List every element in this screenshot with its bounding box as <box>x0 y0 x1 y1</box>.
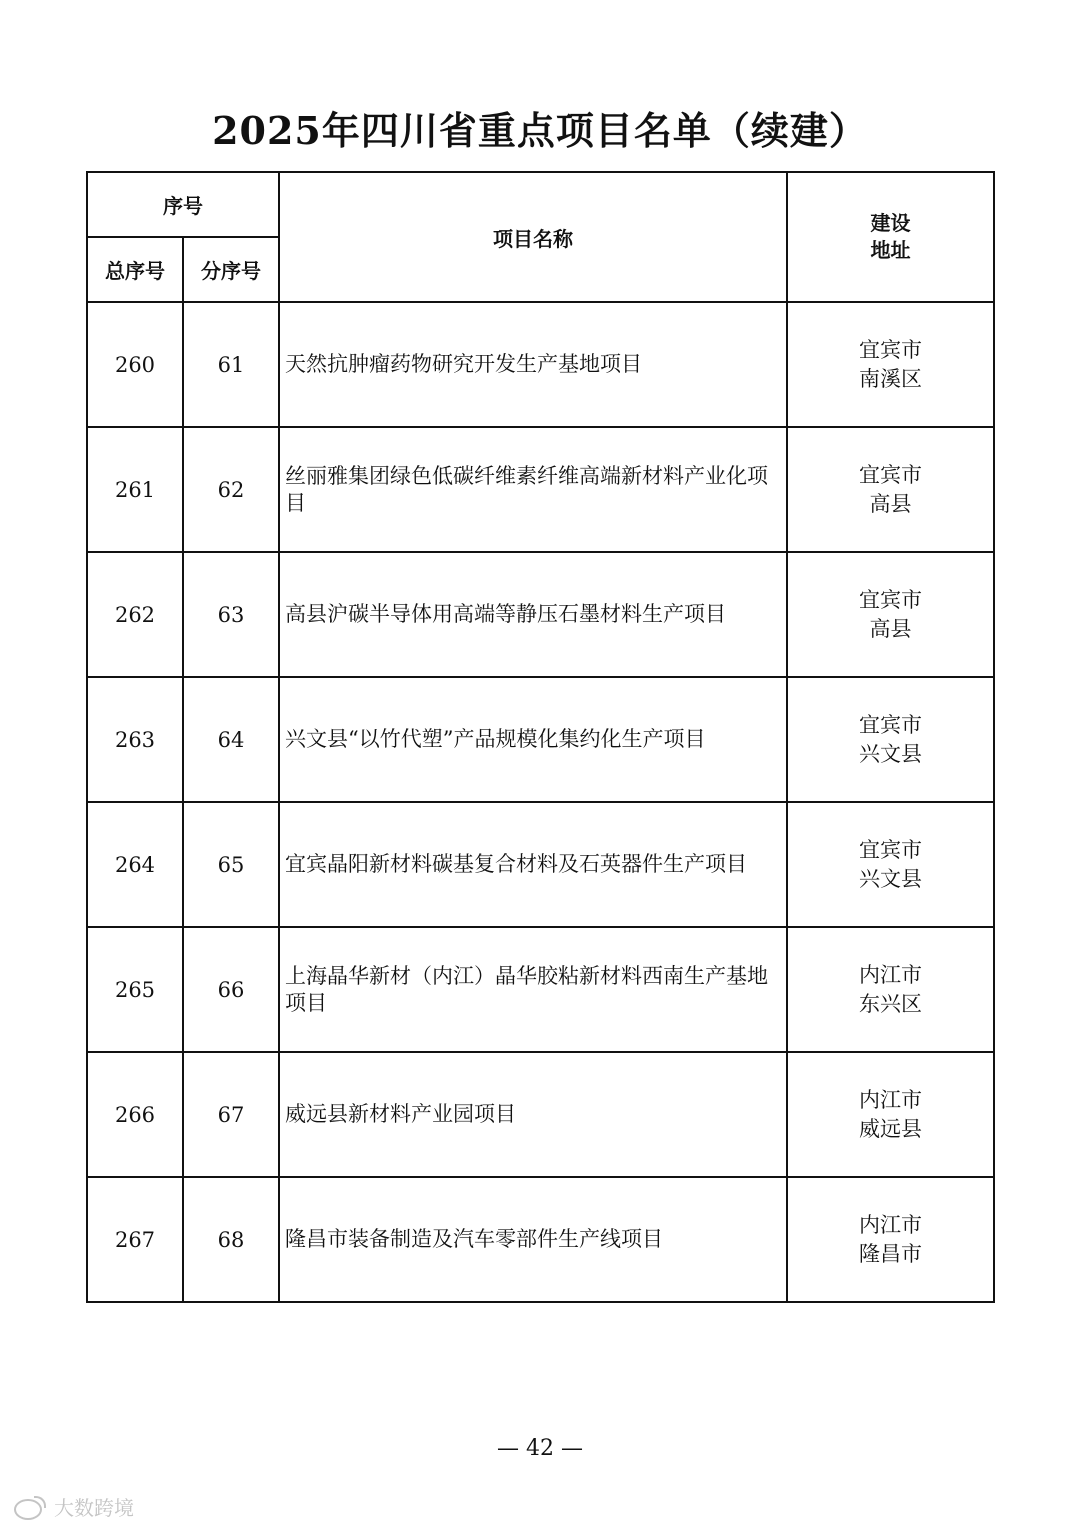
location-district: 南溪区 <box>859 366 922 391</box>
project-table <box>86 171 995 1303</box>
project-name-cell: 隆昌市装备制造及汽车零部件生产线项目 <box>279 1177 787 1302</box>
project-name-cell: 天然抗肿瘤药物研究开发生产基地项目 <box>279 302 787 427</box>
location-cell <box>787 1177 994 1302</box>
total-seq-cell: 263 <box>87 677 183 802</box>
table-row <box>87 927 994 1052</box>
table-row <box>87 802 994 927</box>
weibo-icon <box>12 1496 48 1518</box>
total-seq-cell: 267 <box>87 1177 183 1302</box>
header-sub-seq: 分序号 <box>183 237 279 302</box>
location-city: 内江市 <box>859 962 922 987</box>
location-district: 兴文县 <box>859 741 922 766</box>
header-seq-group: 序号 <box>87 172 279 237</box>
location-district: 高县 <box>869 616 912 641</box>
header-total-seq: 总序号 <box>87 237 183 302</box>
location-city: 宜宾市 <box>859 837 922 862</box>
location-cell <box>787 927 994 1052</box>
sub-seq-cell: 64 <box>183 677 279 802</box>
location-cell <box>787 1052 994 1177</box>
location-district: 威远县 <box>859 1116 922 1141</box>
total-seq-cell: 260 <box>87 302 183 427</box>
sub-seq-cell: 61 <box>183 302 279 427</box>
sub-seq-cell: 62 <box>183 427 279 552</box>
table-row <box>87 302 994 427</box>
total-seq-cell: 265 <box>87 927 183 1052</box>
total-seq-cell: 261 <box>87 427 183 552</box>
total-seq-cell: 262 <box>87 552 183 677</box>
total-seq-cell: 266 <box>87 1052 183 1177</box>
location-district: 兴文县 <box>859 866 922 891</box>
project-name-cell: 兴文县“以竹代塑”产品规模化集约化生产项目 <box>279 677 787 802</box>
project-name-cell: 威远县新材料产业园项目 <box>279 1052 787 1177</box>
location-city: 内江市 <box>859 1212 922 1237</box>
header-project-name: 项目名称 <box>279 172 787 302</box>
watermark-text: 大数跨境 <box>54 1496 134 1520</box>
location-district: 东兴区 <box>859 991 922 1016</box>
sub-seq-cell: 66 <box>183 927 279 1052</box>
sub-seq-cell: 67 <box>183 1052 279 1177</box>
header-location-line2: 地址 <box>870 238 911 262</box>
project-name-cell: 丝丽雅集团绿色低碳纤维素纤维高端新材料产业化项目 <box>279 427 787 552</box>
project-name-cell: 上海晶华新材（内江）晶华胶粘新材料西南生产基地项目 <box>279 927 787 1052</box>
location-city: 宜宾市 <box>859 462 922 487</box>
location-cell <box>787 552 994 677</box>
page-title: 2025年四川省重点项目名单（续建） <box>212 108 868 153</box>
table-row <box>87 677 994 802</box>
location-city: 内江市 <box>859 1087 922 1112</box>
location-cell <box>787 802 994 927</box>
watermark <box>12 1492 134 1521</box>
table-row <box>87 552 994 677</box>
total-seq-cell: 264 <box>87 802 183 927</box>
location-city: 宜宾市 <box>859 337 922 362</box>
location-district: 隆昌市 <box>859 1241 922 1266</box>
location-cell <box>787 677 994 802</box>
location-district: 高县 <box>869 491 912 516</box>
location-cell <box>787 427 994 552</box>
table-row <box>87 427 994 552</box>
page-number: — 42 — <box>497 1436 583 1461</box>
table-row <box>87 1177 994 1302</box>
sub-seq-cell: 65 <box>183 802 279 927</box>
location-cell <box>787 302 994 427</box>
sub-seq-cell: 63 <box>183 552 279 677</box>
project-name-cell: 高县沪碳半导体用高端等静压石墨材料生产项目 <box>279 552 787 677</box>
location-city: 宜宾市 <box>859 712 922 737</box>
project-name-cell: 宜宾晶阳新材料碳基复合材料及石英器件生产项目 <box>279 802 787 927</box>
location-city: 宜宾市 <box>859 587 922 612</box>
sub-seq-cell: 68 <box>183 1177 279 1302</box>
header-location-line1: 建设 <box>870 211 911 235</box>
header-location <box>787 172 994 302</box>
table-row <box>87 1052 994 1177</box>
